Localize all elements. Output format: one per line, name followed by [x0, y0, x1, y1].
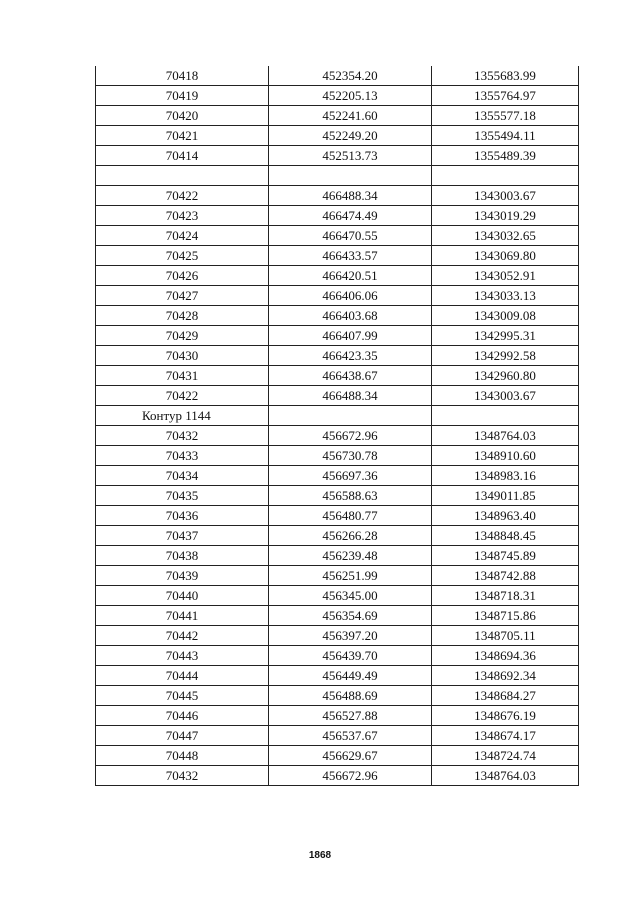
point-number: 70431	[96, 366, 269, 386]
y-coordinate: 1349011.85	[432, 486, 579, 506]
point-number: 70429	[96, 326, 269, 346]
point-number: 70422	[96, 386, 269, 406]
y-coordinate	[432, 406, 579, 426]
point-number: 70436	[96, 506, 269, 526]
point-number: 70433	[96, 446, 269, 466]
table-row	[96, 366, 579, 386]
coordinates-table-body	[96, 66, 579, 786]
x-coordinate: 456345.00	[269, 586, 432, 606]
point-number: 70432	[96, 426, 269, 446]
x-coordinate: 452249.20	[269, 126, 432, 146]
y-coordinate: 1348745.89	[432, 546, 579, 566]
point-number: 70419	[96, 86, 269, 106]
y-coordinate: 1348705.11	[432, 626, 579, 646]
y-coordinate: 1342960.80	[432, 366, 579, 386]
y-coordinate: 1355764.97	[432, 86, 579, 106]
y-coordinate: 1348718.31	[432, 586, 579, 606]
x-coordinate: 456730.78	[269, 446, 432, 466]
x-coordinate: 466407.99	[269, 326, 432, 346]
x-coordinate: 456449.49	[269, 666, 432, 686]
x-coordinate: 452205.13	[269, 86, 432, 106]
table-row	[96, 346, 579, 366]
point-number: 70430	[96, 346, 269, 366]
point-number	[96, 166, 269, 186]
point-number: 70447	[96, 726, 269, 746]
x-coordinate: 456488.69	[269, 686, 432, 706]
y-coordinate: 1343069.80	[432, 246, 579, 266]
x-coordinate: 466474.49	[269, 206, 432, 226]
x-coordinate: 456354.69	[269, 606, 432, 626]
table-row	[96, 466, 579, 486]
point-number: 70427	[96, 286, 269, 306]
point-number: 70424	[96, 226, 269, 246]
x-coordinate: 466406.06	[269, 286, 432, 306]
table-row	[96, 286, 579, 306]
y-coordinate: 1348676.19	[432, 706, 579, 726]
y-coordinate: 1342992.58	[432, 346, 579, 366]
table-row	[96, 86, 579, 106]
table-row	[96, 326, 579, 346]
table-row	[96, 546, 579, 566]
x-coordinate: 466420.51	[269, 266, 432, 286]
y-coordinate: 1348764.03	[432, 766, 579, 786]
point-number: 70423	[96, 206, 269, 226]
point-number: 70443	[96, 646, 269, 666]
point-number: 70446	[96, 706, 269, 726]
y-coordinate: 1348694.36	[432, 646, 579, 666]
x-coordinate: 456266.28	[269, 526, 432, 546]
table-row	[96, 646, 579, 666]
table-row	[96, 666, 579, 686]
table-row	[96, 566, 579, 586]
y-coordinate: 1348684.27	[432, 686, 579, 706]
x-coordinate: 456672.96	[269, 426, 432, 446]
y-coordinate: 1348963.40	[432, 506, 579, 526]
y-coordinate: 1355489.39	[432, 146, 579, 166]
point-number: 70441	[96, 606, 269, 626]
point-number: 70445	[96, 686, 269, 706]
x-coordinate: 456537.67	[269, 726, 432, 746]
y-coordinate: 1348910.60	[432, 446, 579, 466]
y-coordinate: 1355683.99	[432, 66, 579, 86]
x-coordinate: 466423.35	[269, 346, 432, 366]
y-coordinate: 1355494.11	[432, 126, 579, 146]
table-row	[96, 66, 579, 86]
x-coordinate: 456439.70	[269, 646, 432, 666]
x-coordinate: 452354.20	[269, 66, 432, 86]
y-coordinate: 1348848.45	[432, 526, 579, 546]
table-row	[96, 486, 579, 506]
point-number: 70432	[96, 766, 269, 786]
x-coordinate: 456588.63	[269, 486, 432, 506]
table-row	[96, 386, 579, 406]
table-row	[96, 746, 579, 766]
table-row	[96, 266, 579, 286]
x-coordinate: 456697.36	[269, 466, 432, 486]
table-row	[96, 246, 579, 266]
point-number: 70442	[96, 626, 269, 646]
y-coordinate: 1348983.16	[432, 466, 579, 486]
point-number: 70448	[96, 746, 269, 766]
table-row	[96, 226, 579, 246]
x-coordinate: 466470.55	[269, 226, 432, 246]
point-number: 70437	[96, 526, 269, 546]
x-coordinate: 456239.48	[269, 546, 432, 566]
point-number: 70426	[96, 266, 269, 286]
point-number: 70428	[96, 306, 269, 326]
x-coordinate: 456672.96	[269, 766, 432, 786]
x-coordinate: 452241.60	[269, 106, 432, 126]
x-coordinate: 456480.77	[269, 506, 432, 526]
table-row	[96, 766, 579, 786]
x-coordinate: 456527.88	[269, 706, 432, 726]
y-coordinate: 1355577.18	[432, 106, 579, 126]
point-number: 70440	[96, 586, 269, 606]
y-coordinate: 1348742.88	[432, 566, 579, 586]
table-row	[96, 526, 579, 546]
point-number: 70421	[96, 126, 269, 146]
page-number: 1868	[308, 850, 332, 861]
table-row	[96, 146, 579, 166]
point-number: 70444	[96, 666, 269, 686]
table-row	[96, 106, 579, 126]
contour-label: Контур 1144	[96, 406, 269, 426]
table-row	[96, 166, 579, 186]
y-coordinate: 1348715.86	[432, 606, 579, 626]
table-row	[96, 186, 579, 206]
y-coordinate: 1343003.67	[432, 386, 579, 406]
table-row	[96, 706, 579, 726]
x-coordinate: 466403.68	[269, 306, 432, 326]
table-row	[96, 606, 579, 626]
y-coordinate: 1343019.29	[432, 206, 579, 226]
point-number: 70434	[96, 466, 269, 486]
table-row	[96, 206, 579, 226]
y-coordinate: 1348692.34	[432, 666, 579, 686]
point-number: 70414	[96, 146, 269, 166]
table-row	[96, 446, 579, 466]
y-coordinate: 1343052.91	[432, 266, 579, 286]
table-row	[96, 626, 579, 646]
x-coordinate	[269, 166, 432, 186]
point-number: 70435	[96, 486, 269, 506]
x-coordinate: 466488.34	[269, 386, 432, 406]
coordinates-table	[95, 66, 579, 786]
y-coordinate: 1343009.08	[432, 306, 579, 326]
y-coordinate: 1343032.65	[432, 226, 579, 246]
point-number: 70439	[96, 566, 269, 586]
x-coordinate: 452513.73	[269, 146, 432, 166]
table-row	[96, 586, 579, 606]
y-coordinate: 1343003.67	[432, 186, 579, 206]
table-row	[96, 726, 579, 746]
table-row	[96, 306, 579, 326]
point-number: 70418	[96, 66, 269, 86]
y-coordinate: 1348724.74	[432, 746, 579, 766]
x-coordinate: 466433.57	[269, 246, 432, 266]
contour-label-row	[96, 406, 579, 426]
y-coordinate: 1348764.03	[432, 426, 579, 446]
table-row	[96, 426, 579, 446]
y-coordinate: 1343033.13	[432, 286, 579, 306]
x-coordinate: 466488.34	[269, 186, 432, 206]
point-number: 70422	[96, 186, 269, 206]
x-coordinate: 456629.67	[269, 746, 432, 766]
x-coordinate: 466438.67	[269, 366, 432, 386]
point-number: 70420	[96, 106, 269, 126]
x-coordinate: 456397.20	[269, 626, 432, 646]
x-coordinate	[269, 406, 432, 426]
table-row	[96, 686, 579, 706]
table-row	[96, 126, 579, 146]
x-coordinate: 456251.99	[269, 566, 432, 586]
y-coordinate	[432, 166, 579, 186]
point-number: 70425	[96, 246, 269, 266]
point-number: 70438	[96, 546, 269, 566]
y-coordinate: 1342995.31	[432, 326, 579, 346]
table-row	[96, 506, 579, 526]
y-coordinate: 1348674.17	[432, 726, 579, 746]
